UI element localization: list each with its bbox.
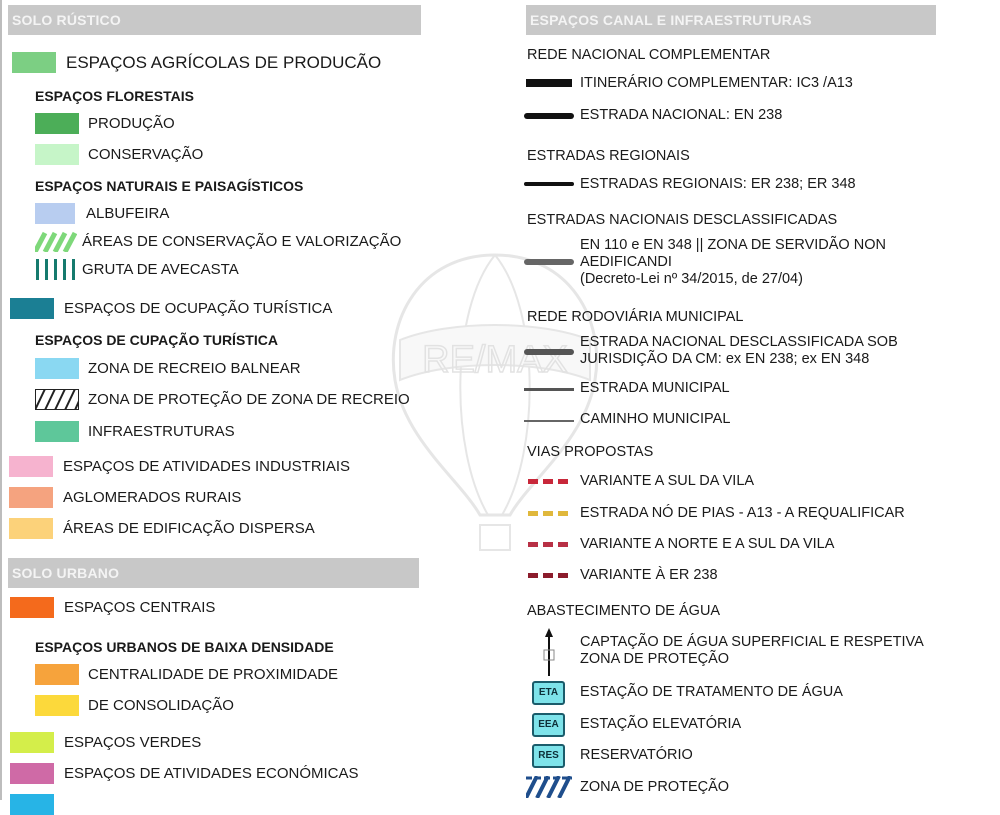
- legend-label: ÁREAS DE CONSERVAÇÃO E VALORIZAÇÃO: [82, 233, 402, 250]
- dashed-yellow-line-icon: [528, 511, 568, 516]
- legend-label: CONSERVAÇÃO: [88, 146, 204, 163]
- declassified-road-line-icon: [524, 259, 574, 265]
- color-swatch: [9, 518, 53, 539]
- legend-label: ALBUFEIRA: [86, 205, 170, 222]
- legend-label: INFRAESTRUTURAS: [88, 423, 235, 440]
- legend-item-producao: [35, 113, 175, 134]
- legend-item-agricolas: [12, 52, 381, 73]
- legend-label: AGLOMERADOS RURAIS: [63, 489, 242, 506]
- legend-label: ZONA DE PROTEÇÃO DE ZONA DE RECREIO: [88, 391, 410, 408]
- subheading-naturais: ESPAÇOS NATURAIS E PAISAGÍSTICOS: [35, 178, 304, 194]
- group-title-agua: ABASTECIMENTO DE ÁGUA: [527, 603, 721, 619]
- legend-label: GRUTA DE AVECASTA: [82, 261, 239, 278]
- color-swatch: [9, 487, 53, 508]
- legend-label: ESPAÇOS CENTRAIS: [64, 599, 216, 616]
- legend-label-captacao-l2: ZONA DE PROTEÇÃO: [580, 651, 730, 667]
- left-border: [0, 0, 2, 800]
- legend-label-variante-er238: VARIANTE À ER 238: [580, 567, 718, 583]
- thick-road-line-icon: [526, 79, 572, 87]
- group-title-rede-nacional: REDE NACIONAL COMPLEMENTAR: [527, 47, 771, 63]
- legend-label: ESPAÇOS AGRÍCOLAS DE PRODUCÃO: [66, 52, 382, 72]
- legend-label-en110-l2: AEDIFICANDI: [580, 254, 672, 270]
- legend-label-en110-l1: EN 110 e EN 348 || ZONA DE SERVIDÃO NON: [580, 237, 886, 253]
- national-road-line-icon: [524, 113, 574, 119]
- color-swatch: [10, 794, 54, 815]
- legend-item-conservacao: [35, 144, 203, 165]
- dashed-crimson-line-icon: [528, 542, 568, 547]
- diagonal-hatch-green-icon: [35, 231, 77, 252]
- legend-label-cm-l2: JURISDIÇÃO DA CM: ex EN 238; ex EN 348: [580, 351, 870, 367]
- legend-item-gruta: [35, 259, 239, 280]
- legend-item-verdes: [10, 732, 201, 753]
- legend-label-captacao-l1: CAPTAÇÃO DE ÁGUA SUPERFICIAL E RESPETIVA: [580, 634, 924, 650]
- group-title-regionais: ESTRADAS REGIONAIS: [527, 148, 690, 164]
- diagonal-hatch-black-icon: [35, 389, 79, 410]
- legend-label-en238: ESTRADA NACIONAL: EN 238: [580, 107, 783, 123]
- color-swatch: [35, 144, 79, 165]
- legend-item-cutoff: [10, 794, 54, 815]
- municipal-path-line-icon: [524, 420, 574, 422]
- color-swatch: [35, 113, 79, 134]
- legend-label-variante-norte-sul: VARIANTE A NORTE E A SUL DA VILA: [580, 536, 835, 552]
- color-swatch: [35, 664, 79, 685]
- group-title-municipal: REDE RODOVIÁRIA MUNICIPAL: [527, 309, 744, 325]
- res-badge-icon: RES: [532, 744, 565, 768]
- legend-item-infraestruturas: [35, 421, 235, 442]
- section-header-canal: ESPAÇOS CANAL E INFRAESTRUTURAS: [526, 5, 936, 35]
- group-title-propostas: VIAS PROPOSTAS: [527, 444, 654, 460]
- legend-item-consolidacao: [35, 695, 234, 716]
- color-swatch: [12, 52, 56, 73]
- legend-item-areas-conservacao: [35, 231, 401, 252]
- subheading-florestais: ESPAÇOS FLORESTAIS: [35, 88, 194, 104]
- color-swatch: [10, 763, 54, 784]
- protection-zone-hatch-icon: [526, 776, 572, 798]
- eea-badge-icon: EEA: [532, 713, 565, 737]
- legend-item-industriais: [9, 456, 350, 477]
- legend-item-centralidade: [35, 664, 338, 685]
- legend-item-economicas: [10, 763, 359, 784]
- dashed-red-line-icon: [528, 479, 568, 484]
- legend-label-estrada-municipal: ESTRADA MUNICIPAL: [580, 380, 730, 396]
- legend-label: ESPAÇOS DE ATIVIDADES INDUSTRIAIS: [63, 458, 351, 475]
- color-swatch: [10, 298, 54, 319]
- legend-item-ocupacao-turistica: [10, 298, 332, 319]
- regional-road-line-icon: [524, 182, 574, 186]
- color-swatch: [35, 358, 79, 379]
- legend-label-variante-sul: VARIANTE A SUL DA VILA: [580, 473, 755, 489]
- color-swatch: [10, 597, 54, 618]
- legend-item-centrais: [10, 597, 215, 618]
- color-swatch: [35, 695, 79, 716]
- legend-item-protecao-recreio: [35, 389, 410, 410]
- legend-item-recreio-balnear: [35, 358, 301, 379]
- legend-label-eea: ESTAÇÃO ELEVATÓRIA: [580, 716, 742, 732]
- section-header-solo-rustico: SOLO RÚSTICO: [8, 5, 421, 35]
- color-swatch: [9, 456, 53, 477]
- legend-item-aglomerados: [9, 487, 241, 508]
- legend-item-albufeira: [35, 203, 169, 224]
- legend-label-zona-protecao: ZONA DE PROTEÇÃO: [580, 779, 730, 795]
- legend-label: ESPAÇOS DE OCUPAÇÃO TURÍSTICA: [64, 300, 333, 317]
- section-header-solo-urbano: SOLO URBANO: [8, 558, 419, 588]
- legend-label: ÁREAS DE EDIFICAÇÃO DISPERSA: [63, 520, 315, 537]
- legend-label-eta: ESTAÇÃO DE TRATAMENTO DE ÁGUA: [580, 684, 843, 700]
- legend-label-er: ESTRADAS REGIONAIS: ER 238; ER 348: [580, 176, 856, 192]
- group-title-desclassificadas: ESTRADAS NACIONAIS DESCLASSIFICADAS: [527, 212, 838, 228]
- dashed-darkred-line-icon: [528, 573, 568, 578]
- eta-badge-icon: ETA: [532, 681, 565, 705]
- vertical-hatch-teal-icon: [35, 259, 77, 280]
- legend-label: CENTRALIDADE DE PROXIMIDADE: [88, 666, 339, 683]
- legend-label: PRODUÇÃO: [88, 115, 175, 132]
- color-swatch: [35, 421, 79, 442]
- legend-item-edificacao-dispersa: [9, 518, 315, 539]
- subheading-baixa-densidade: ESPAÇOS URBANOS DE BAIXA DENSIDADE: [35, 639, 334, 655]
- legend-label: ESPAÇOS DE ATIVIDADES ECONÓMICAS: [64, 765, 359, 782]
- municipal-road-line-icon: [524, 388, 574, 391]
- color-swatch: [10, 732, 54, 753]
- subheading-cupacao: ESPAÇOS DE CUPAÇÃO TURÍSTICA: [35, 332, 278, 348]
- legend-label-en110-l3: (Decreto-Lei nº 34/2015, de 27/04): [580, 271, 803, 287]
- legend-label-caminho-municipal: CAMINHO MUNICIPAL: [580, 411, 731, 427]
- legend-label-ic3: ITINERÁRIO COMPLEMENTAR: IC3 /A13: [580, 75, 853, 91]
- svg-text:RE/MAX: RE/MAX: [422, 339, 568, 381]
- municipal-declassified-line-icon: [524, 349, 574, 355]
- color-swatch: [35, 203, 75, 224]
- remax-balloon-watermark-icon: [380, 250, 610, 560]
- legend-label: DE CONSOLIDAÇÃO: [88, 697, 234, 714]
- legend-label-res: RESERVATÓRIO: [580, 747, 693, 763]
- legend-label-no-de-pias: ESTRADA NÓ DE PIAS - A13 - A REQUALIFICAR: [580, 505, 905, 521]
- legend-label-cm-l1: ESTRADA NACIONAL DESCLASSIFICADA SOB: [580, 334, 898, 350]
- legend-label: ESPAÇOS VERDES: [64, 734, 202, 751]
- legend-label: ZONA DE RECREIO BALNEAR: [88, 360, 301, 377]
- water-intake-arrow-icon: [540, 628, 558, 676]
